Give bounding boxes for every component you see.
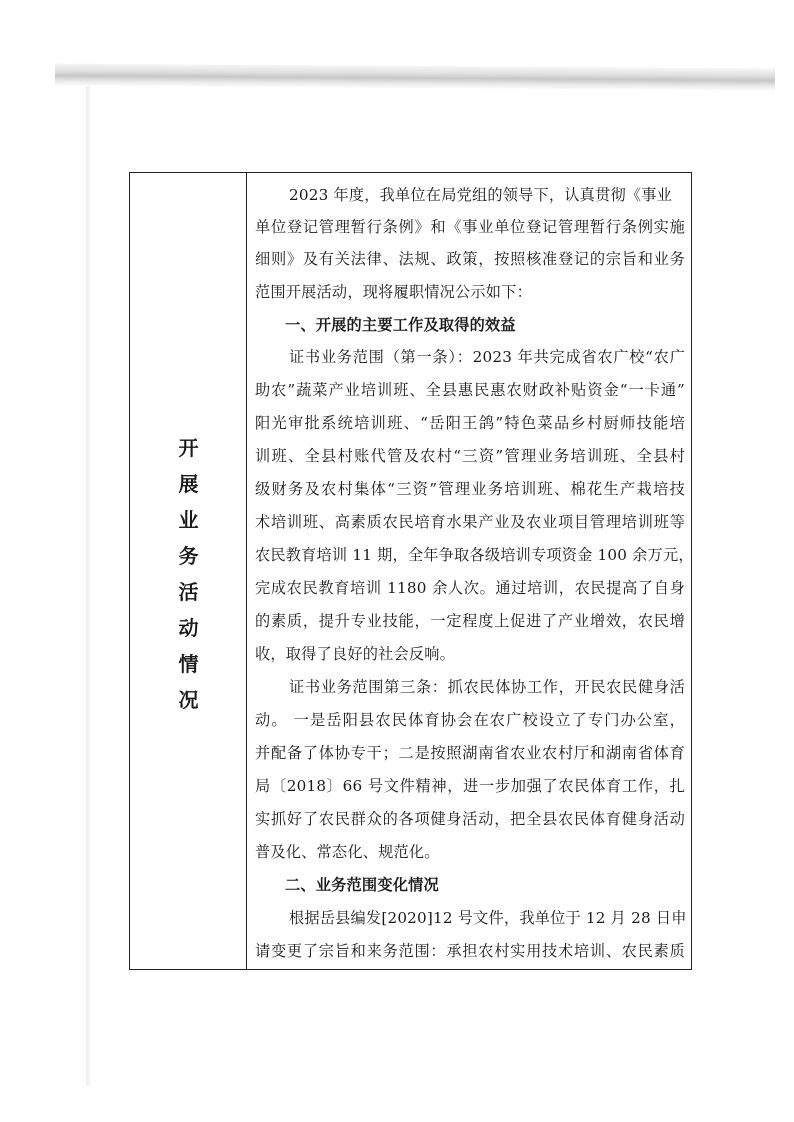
side-label-char: 情 (178, 652, 199, 676)
side-label-cell (130, 173, 247, 969)
scan-top-edge (55, 63, 775, 90)
text-line: 细则》及有关法律、法规、政策，按照核准登记的宗旨和业务 (255, 250, 685, 268)
scan-left-shadow (86, 86, 92, 1086)
side-label-char: 开 (178, 436, 199, 460)
text-line: 2023 年度，我单位在局党组的领导下，认真贯彻《事业 (289, 186, 673, 204)
text-line: 农民教育培训 11 期，全年争取各级培训专项资金 100 余万元， (255, 546, 694, 564)
text-line: 助农”蔬菜产业培训班、全县惠民惠农财政补贴资金“一卡通” (255, 381, 685, 399)
text-line: 普及化、常态化、规范化。 (255, 843, 440, 861)
text-line: 范围开展活动，现将履职情况公示如下： (255, 283, 532, 301)
side-label-char: 业 (178, 508, 199, 532)
text-line: 级财务及农村集体“三资”管理业务培训班、棉花生产栽培技 (255, 480, 685, 498)
side-label-char: 务 (178, 544, 199, 568)
text-line: 根据岳县编发[2020]12 号文件，我单位于 12 月 28 日申 (289, 909, 687, 927)
text-line: 完成农民教育培训 1180 余人次。通过培训，农民提高了自身 (255, 579, 685, 597)
text-line: 请变更了宗旨和来务范围：承担农村实用技术培训、农民素质 (255, 942, 685, 960)
text-line: 实抓好了农民群众的各项健身活动，把全县农民体育健身活动 (255, 810, 685, 828)
text-line: 的素质，提升专业技能，一定程度上促进了产业增效，农民增 (255, 612, 685, 630)
text-line: 并配备了体协专干；二是按照湖南省农业农村厅和湖南省体育 (255, 744, 685, 762)
text-line: 单位登记管理暂行条例》和《事业单位登记管理暂行条例实施 (255, 218, 685, 236)
side-label-char: 活 (178, 580, 199, 604)
side-label-char: 动 (178, 616, 199, 640)
text-line: 训班、全县村账代管及农村“三资”管理业务培训班、全县村 (255, 447, 685, 465)
text-line: 动。 一是岳阳县农民体育协会在农广校设立了专门办公室， (255, 711, 685, 729)
side-label-char: 况 (178, 688, 199, 712)
section-heading: 一、开展的主要工作及取得的效益 (285, 316, 516, 334)
text-line: 阳光审批系统培训班、“岳阳王鸽”特色菜品乡村厨师技能培 (255, 414, 685, 432)
activity-form-table (129, 172, 692, 970)
section-heading: 二、业务范围变化情况 (285, 876, 439, 894)
text-line: 证书业务范围（第一条）：2023 年共完成省农广校“农广 (289, 348, 685, 366)
text-line: 局〔2018〕66 号文件精神，进一步加强了农民体育工作，扎 (255, 777, 685, 795)
text-line: 术培训班、高素质农民培育水果产业及农业项目管理培训班等 (255, 513, 685, 531)
text-line: 收，取得了良好的社会反响。 (255, 645, 456, 663)
side-label-char: 展 (178, 472, 199, 496)
text-line: 证书业务范围第三条：抓农民体协工作，开民农民健身活 (289, 678, 685, 696)
